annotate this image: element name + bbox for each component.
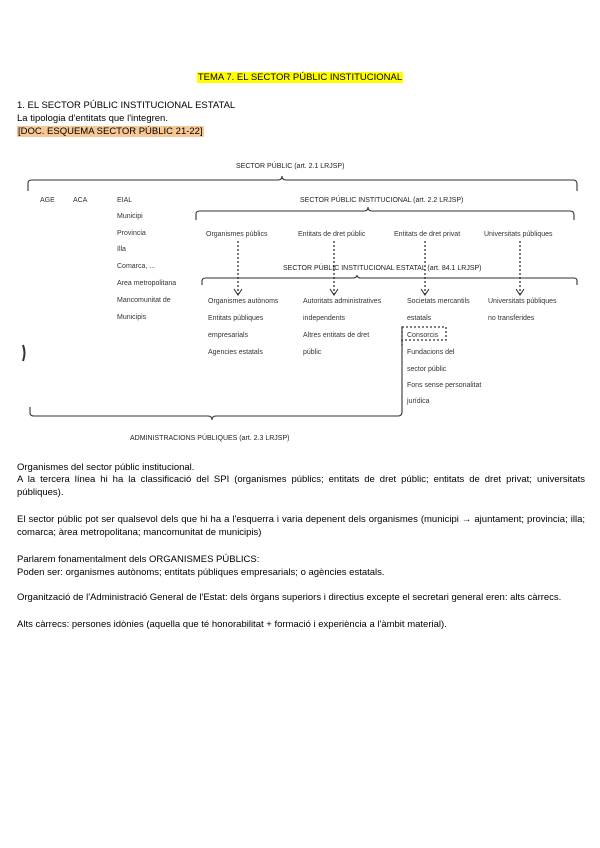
scheme-col1-c: empresarials bbox=[208, 332, 249, 339]
scheme-illa: Illa bbox=[117, 246, 126, 253]
scheme-sector-public: SECTOR PÚBLIC (art. 2.1 LRJSP) bbox=[236, 163, 345, 170]
scheme-col2-head: Entitats de dret públic bbox=[298, 231, 366, 238]
brace-spi-estatal bbox=[202, 275, 577, 285]
scheme-col3-head: Entitats de dret privat bbox=[394, 231, 461, 238]
scheme-provincia: Provincia bbox=[117, 230, 146, 237]
scheme-col3-g: jurídica bbox=[407, 398, 430, 405]
sector-public-scheme bbox=[18, 155, 583, 445]
scheme-comarca: Comarca, ... bbox=[117, 263, 156, 270]
scheme-col1-head: Organismes públics bbox=[206, 231, 268, 238]
scheme-col3-a: Societats mercantils bbox=[407, 298, 470, 305]
para-3-line-2: Poden ser: organismes autònoms; entitats públiques empresarials; o agències estatals. bbox=[17, 567, 385, 578]
scheme-col3-c: Consorcis bbox=[407, 332, 439, 339]
scheme-col3-d: Fundacions del bbox=[407, 349, 455, 356]
scheme-col2-a: Autoritats administratives bbox=[303, 298, 382, 305]
scheme-aca: ACA bbox=[73, 197, 88, 204]
scheme-col1-a: Organismes autònoms bbox=[208, 298, 279, 305]
subtitle: La tipologia d'entitats que l'integren. bbox=[17, 113, 168, 124]
brace-spi bbox=[196, 207, 574, 220]
scheme-area: Area metropolitana bbox=[117, 280, 177, 287]
para-4-line-2: Alts càrrecs: persones idònies (aquella que té honorabilitat + formació i experiència a l'àmbit material). bbox=[17, 619, 447, 630]
para-2: El sector públic pot ser qualsevol dels que hi ha a l'esquerra i varia depenent dels organismes (municipi → ajuntament; provincia; illa; comarca; àrea metropolitana; mancomunitat de municipis) bbox=[17, 514, 585, 538]
left-bracket-mark bbox=[23, 345, 25, 361]
scheme-mancomunitat-1: Mancomunitat de bbox=[117, 297, 171, 304]
scheme-col1-d: Agencies estatals bbox=[208, 349, 263, 356]
para-3-line-1: Parlarem fonamentalment dels ORGANISMES PÚBLICS: bbox=[17, 554, 260, 565]
para-1-line-2: A la tercera línea hi ha la classificació del SPI (organismes públics; entitats de dret públic; entitats de dret privat; universitats públiques). bbox=[17, 474, 585, 498]
page-title bbox=[0, 72, 600, 83]
scheme-col2-c: Altres entitats de dret bbox=[303, 332, 370, 339]
scheme-col2-d: públic bbox=[303, 349, 322, 356]
scheme-col3-e: sector públic bbox=[407, 366, 447, 373]
scheme-col4-b: no transferides bbox=[488, 315, 535, 322]
section-heading: 1. EL SECTOR PÚBLIC INSTITUCIONAL ESTATAL bbox=[17, 100, 236, 111]
scheme-col4-head: Universitats públiques bbox=[484, 231, 553, 238]
scheme-age: AGE bbox=[40, 197, 55, 204]
doc-reference bbox=[17, 126, 204, 138]
scheme-col1-b: Entitats públiques bbox=[208, 315, 264, 322]
doc-reference-text: [DOC. ESQUEMA SECTOR PÚBLIC 21-22] bbox=[18, 126, 203, 137]
scheme-col2-b: independents bbox=[303, 315, 346, 322]
para-4-line-1: Organització de l'Administració General de l'Estat: dels òrgans superiors i directius excepte el secretari general eren: alts càrrecs. bbox=[17, 592, 562, 603]
scheme-administracions: ADMINISTRACIONS PÚBLIQUES (art. 2.3 LRJSP) bbox=[130, 435, 290, 442]
scheme-eial: EIAL bbox=[117, 197, 133, 204]
scheme-spi: SECTOR PÚBLIC INSTITUCIONAL (art. 2.2 LRJSP) bbox=[300, 197, 464, 204]
brace-sector-public bbox=[28, 176, 577, 191]
scheme-spi-estatal: SECTOR PÚBLIC INSTITUCIONAL ESTATAL (art. 84.1 LRJSP) bbox=[283, 265, 482, 272]
scheme-col3-f: Fons sense personalitat bbox=[407, 382, 482, 389]
page-title-text: TEMA 7. EL SECTOR PÚBLIC INSTITUCIONAL bbox=[197, 72, 403, 83]
para-1-line-1: Organismes del sector públic institucional. bbox=[17, 462, 195, 473]
scheme-col3-b: estatals bbox=[407, 315, 432, 322]
scheme-col4-a: Universitats públiques bbox=[488, 298, 557, 305]
scheme-mancomunitat-2: Municipis bbox=[117, 314, 147, 321]
scheme-municipi: Municipi bbox=[117, 213, 143, 220]
brace-administracions bbox=[30, 327, 402, 420]
